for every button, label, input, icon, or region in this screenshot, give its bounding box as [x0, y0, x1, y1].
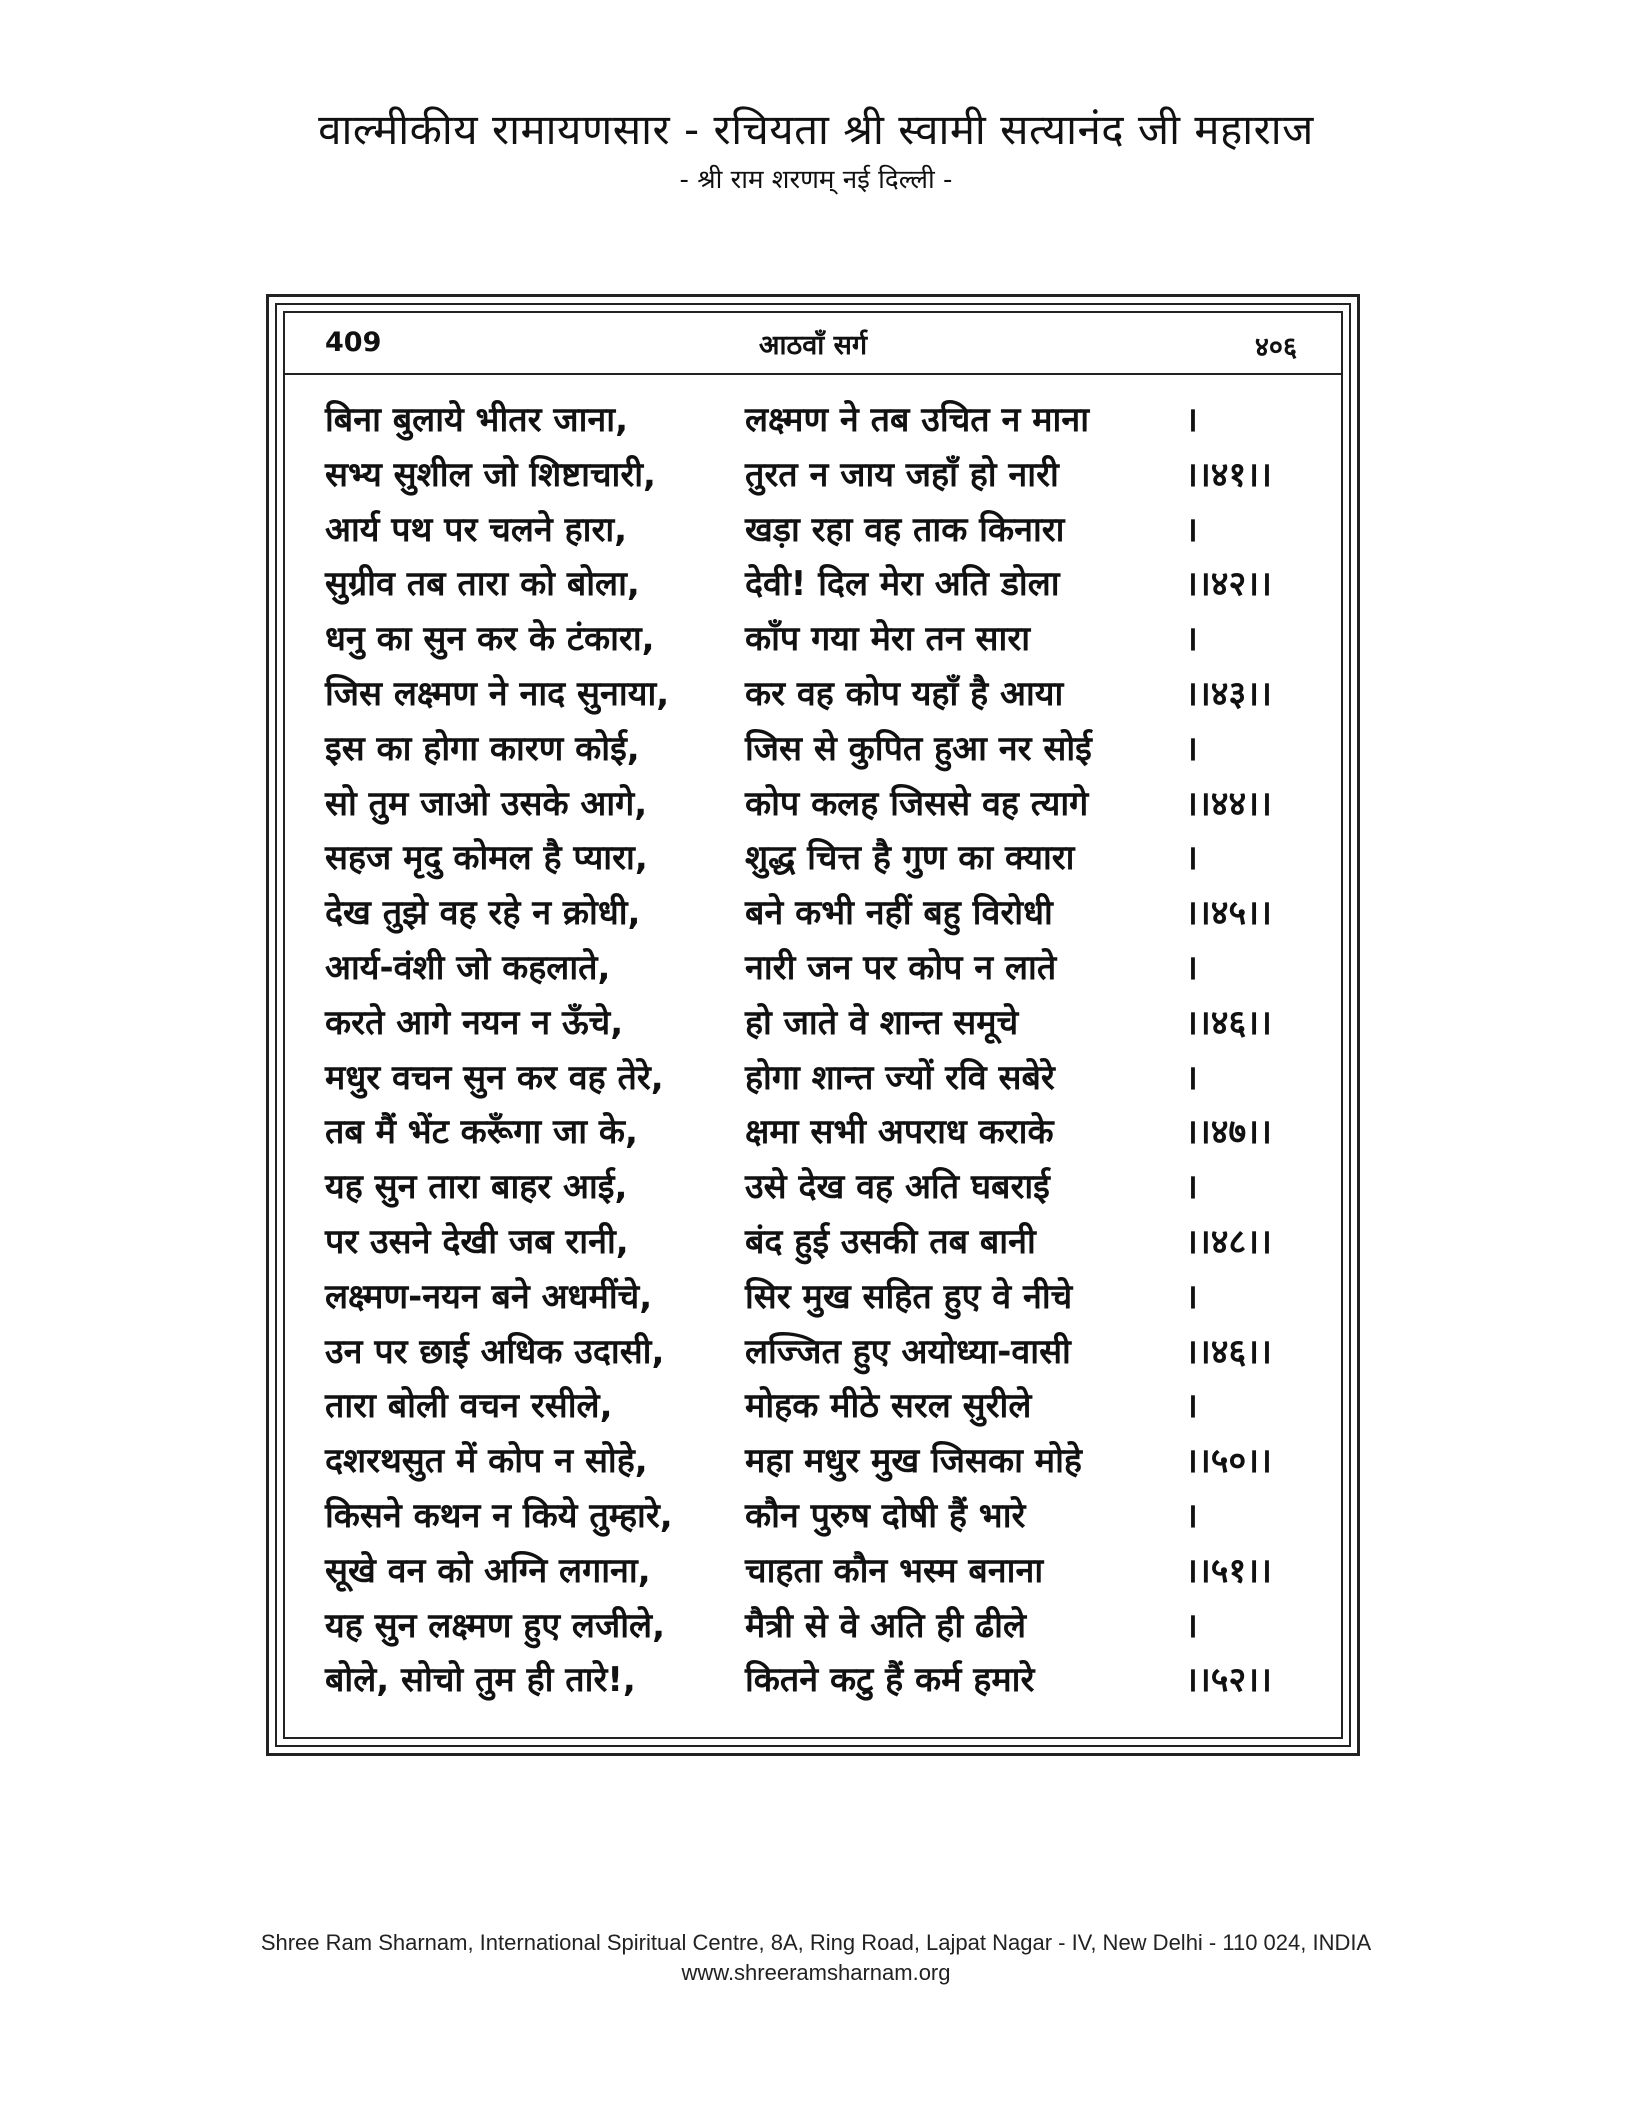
- verse-row: [285, 1160, 1341, 1215]
- verse-number: ।।४४।।: [1185, 783, 1272, 824]
- verse-second-half: मोहक मीठे सरल सुरीले: [745, 1386, 1032, 1427]
- page-frame-middle-border: [275, 303, 1351, 1747]
- verse-second-half: चाहता कौन भस्म बनाना: [745, 1550, 1044, 1591]
- verse-first-half: मधुर वचन सुन कर वह तेरे,: [325, 1057, 664, 1098]
- verse-second-half: लक्ष्मण ने तब उचित न माना: [745, 400, 1090, 440]
- verse-first-half: यह सुन लक्ष्मण हुए लजीले,: [325, 1605, 665, 1646]
- verse-row: [285, 1379, 1341, 1434]
- verse-second-half: बंद हुई उसकी तब बानी: [745, 1221, 1036, 1262]
- verse-number: ।: [1185, 509, 1198, 550]
- verse-row: [285, 941, 1341, 996]
- verse-first-half: करते आगे नयन न ऊँचे,: [325, 1002, 624, 1043]
- page-number-devanagari: ४०६: [1254, 332, 1297, 363]
- verse-second-half: होगा शान्त ज्यों रवि सबेरे: [745, 1057, 1055, 1098]
- verse-number: ।।४२।।: [1185, 564, 1272, 605]
- verse-number: ।।५२।।: [1185, 1660, 1272, 1701]
- verse-row: [285, 1544, 1341, 1599]
- verse-row: [285, 1325, 1341, 1380]
- verse-first-half: जिस लक्ष्मण ने नाद सुनाया,: [325, 673, 670, 714]
- verse-second-half: तुरत न जाय जहाँ हो नारी: [745, 454, 1059, 495]
- verse-number: ।: [1185, 838, 1198, 879]
- page-frame: [266, 294, 1360, 1756]
- verse-first-half: आर्य पथ पर चलने हारा,: [325, 509, 628, 550]
- verse-first-half: पर उसने देखी जब रानी,: [325, 1221, 629, 1262]
- verse-row: [285, 612, 1341, 667]
- verse-number: ।: [1185, 400, 1198, 440]
- verse-second-half: मैत्री से वे अति ही ढीले: [745, 1605, 1027, 1646]
- verse-first-half: दशरथसुत में कोप न सोहे,: [325, 1441, 648, 1482]
- verse-second-half: खड़ा रहा वह ताक किनारा: [745, 509, 1065, 550]
- verse-first-half: सूखे वन को अग्नि लगाना,: [325, 1550, 651, 1591]
- verse-number: ।।४१।।: [1185, 454, 1272, 495]
- verse-first-half: बिना बुलाये भीतर जाना,: [325, 400, 629, 440]
- verse-number: ।: [1185, 1386, 1198, 1427]
- verse-first-half: सो तुम जाओ उसके आगे,: [325, 783, 648, 824]
- verse-row: [285, 1051, 1341, 1106]
- page-header: [285, 313, 1341, 375]
- verse-first-half: सभ्य सुशील जो शिष्टाचारी,: [325, 454, 656, 495]
- verse-second-half: क्षमा सभी अपराध कराके: [745, 1112, 1054, 1153]
- verse-first-half: सहज मृदु कोमल है प्यारा,: [325, 838, 648, 879]
- verse-number: ।।४८।।: [1185, 1221, 1272, 1262]
- verse-second-half: लज्जित हुए अयोध्या-वासी: [745, 1331, 1071, 1372]
- verse-row: [285, 1270, 1341, 1325]
- verse-number: ।: [1185, 1276, 1198, 1317]
- verse-second-half: कितने कटु हैं कर्म हमारे: [745, 1660, 1035, 1701]
- verse-first-half: देख तुझे वह रहे न क्रोधी,: [325, 893, 641, 934]
- verse-number: ।: [1185, 1057, 1198, 1098]
- verse-number: ।।४६।।: [1185, 1331, 1272, 1372]
- page-content-box: [283, 311, 1343, 1739]
- verse-row: [285, 1434, 1341, 1489]
- verse-row: [285, 831, 1341, 886]
- verse-number: ।।४७।।: [1185, 1112, 1272, 1153]
- verse-first-half: बोले, सोचो तुम ही तारे!,: [325, 1660, 636, 1701]
- verse-row: [285, 996, 1341, 1051]
- verse-number: ।: [1185, 619, 1198, 660]
- verse-number: ।: [1185, 1167, 1198, 1208]
- verse-number: ।: [1185, 1495, 1198, 1536]
- verse-row: [285, 1599, 1341, 1654]
- verse-second-half: सिर मुख सहित हुए वे नीचे: [745, 1276, 1073, 1317]
- verse-second-half: जिस से कुपित हुआ नर सोई: [745, 728, 1092, 769]
- verse-second-half: हो जाते वे शान्त समूचे: [745, 1002, 1019, 1043]
- verse-first-half: सुग्रीव तब तारा को बोला,: [325, 564, 640, 605]
- verse-number: ।।४३।।: [1185, 673, 1272, 714]
- section-title: आठवाँ सर्ग: [758, 330, 868, 361]
- verse-second-half: काँप गया मेरा तन सारा: [745, 619, 1031, 660]
- verse-row: [285, 667, 1341, 722]
- verse-row: [285, 557, 1341, 612]
- verse-row: [285, 777, 1341, 832]
- page-number-arabic: 409: [325, 327, 382, 358]
- footer-address: Shree Ram Sharnam, International Spiritual Centre, 8A, Ring Road, Lajpat Nagar - IV, New Delhi - 110 024, INDIA: [260, 1930, 1372, 1955]
- verse-row: [285, 722, 1341, 777]
- verse-first-half: यह सुन तारा बाहर आई,: [325, 1167, 628, 1208]
- verse-second-half: उसे देख वह अति घबराई: [745, 1167, 1050, 1208]
- verse-row: [285, 448, 1341, 503]
- document-subtitle: - श्री राम शरणम् नई दिल्ली -: [679, 165, 953, 195]
- verse-first-half: किसने कथन न किये तुम्हारे,: [325, 1495, 673, 1536]
- verse-second-half: शुद्ध चित्त है गुण का क्यारा: [745, 838, 1075, 879]
- verse-second-half: कौन पुरुष दोषी हैं भारे: [745, 1495, 1026, 1536]
- verse-first-half: धनु का सुन कर के टंकारा,: [325, 619, 655, 660]
- verse-row: [285, 1653, 1341, 1708]
- verse-number: ।।५०।।: [1185, 1441, 1272, 1482]
- verse-row: [285, 1215, 1341, 1270]
- verse-number: ।।४५।।: [1185, 893, 1272, 934]
- verse-first-half: लक्ष्मण-नयन बने अधमींचे,: [325, 1276, 653, 1317]
- verse-number: ।: [1185, 1605, 1198, 1646]
- verse-list: [285, 393, 1341, 1708]
- verse-first-half: तब मैं भेंट करूँगा जा के,: [325, 1112, 638, 1153]
- footer-website: www.shreeramsharnam.org: [681, 1960, 951, 1985]
- verse-first-half: इस का होगा कारण कोई,: [325, 728, 640, 769]
- verse-second-half: नारी जन पर कोप न लाते: [745, 947, 1057, 988]
- verse-first-half: उन पर छाई अधिक उदासी,: [325, 1331, 665, 1372]
- verse-second-half: महा मधुर मुख जिसका मोहे: [745, 1441, 1082, 1482]
- verse-second-half: देवी! दिल मेरा अति डोला: [745, 564, 1060, 605]
- verse-number: ।।५१।।: [1185, 1550, 1272, 1591]
- verse-row: [285, 886, 1341, 941]
- document-title: वाल्मीकीय रामायणसार - रचियता श्री स्वामी सत्यानंद जी महाराज: [318, 105, 1314, 154]
- verse-row: [285, 1105, 1341, 1160]
- verse-first-half: तारा बोली वचन रसीले,: [325, 1386, 613, 1427]
- verse-second-half: बने कभी नहीं बहु विरोधी: [745, 893, 1053, 934]
- verse-row: [285, 503, 1341, 558]
- verse-second-half: कोप कलह जिससे वह त्यागे: [745, 783, 1089, 824]
- verse-number: ।: [1185, 947, 1198, 988]
- verse-row: [285, 393, 1341, 448]
- verse-first-half: आर्य-वंशी जो कहलाते,: [325, 947, 611, 988]
- verse-number: ।: [1185, 728, 1198, 769]
- verse-number: ।।४६।।: [1185, 1002, 1272, 1043]
- verse-row: [285, 1489, 1341, 1544]
- verse-second-half: कर वह कोप यहाँ है आया: [745, 673, 1064, 714]
